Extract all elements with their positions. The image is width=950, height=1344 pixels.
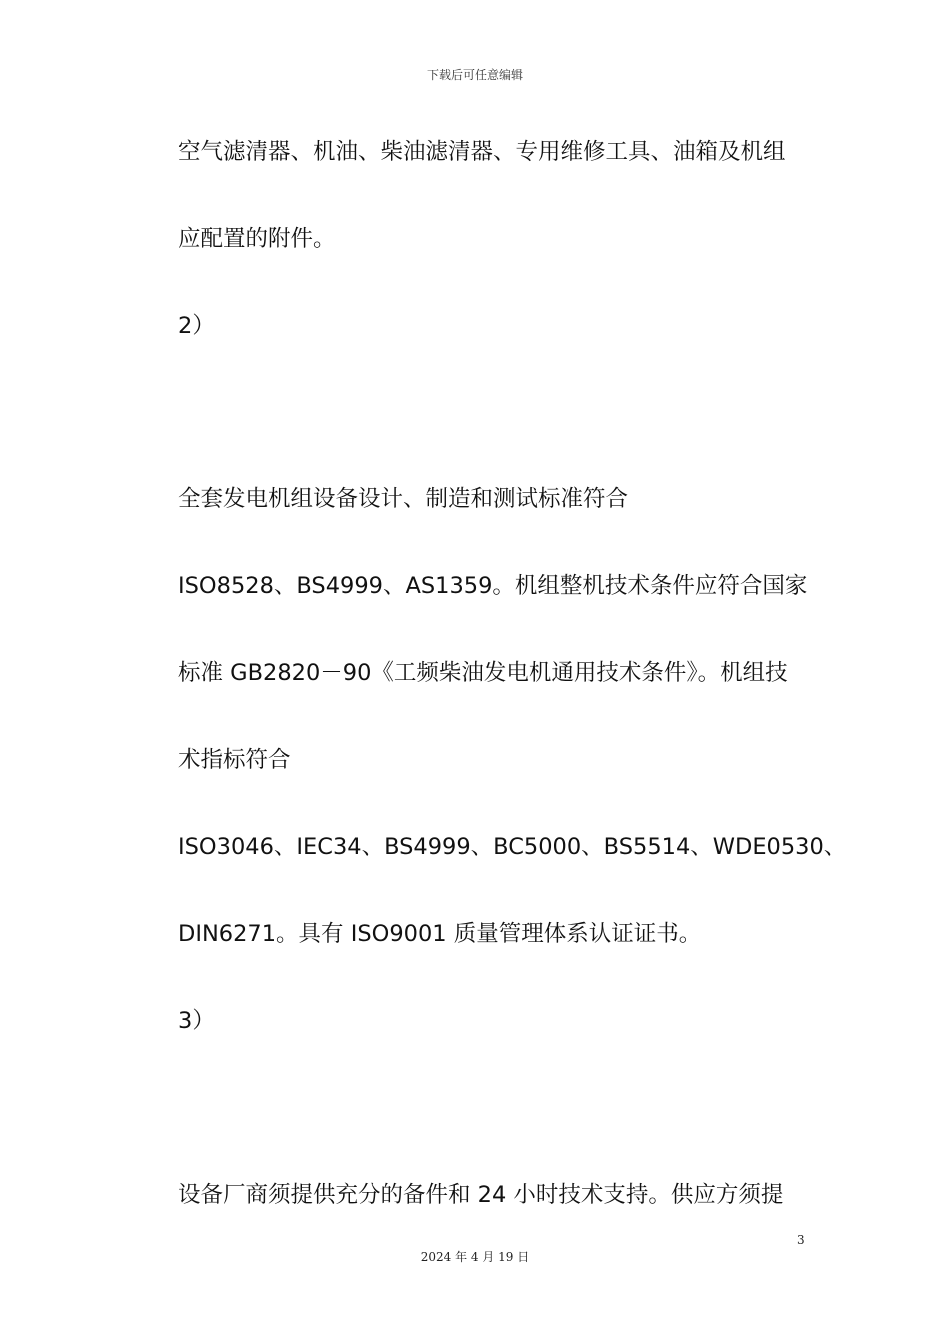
body-line-6: 术指标符合: [178, 747, 291, 773]
page-footer-date: 2024 年 4 月 19 日: [420, 1250, 530, 1264]
body-line-2: 应配置的附件。: [178, 226, 336, 252]
body-line-1: 空气滤清器、机油、柴油滤清器、专用维修工具、油箱及机组: [178, 139, 786, 165]
body-line-4: ISO8528、BS4999、AS1359。机组整机技术条件应符合国家: [178, 573, 808, 599]
body-line-5: 标准 GB2820－90《工频柴油发电机通用技术条件》。机组技: [178, 660, 788, 686]
body-line-8: DIN6271。具有 ISO9001 质量管理体系认证证书。: [178, 921, 702, 947]
body-line-7: ISO3046、IEC34、BS4999、BC5000、BS5514、WDE0530、: [178, 834, 847, 860]
body-line-3: 全套发电机组设备设计、制造和测试标准符合: [178, 486, 629, 512]
body-line-9: 设备厂商须提供充分的备件和 24 小时技术支持。供应方须提: [178, 1182, 784, 1208]
page-header: 下载后可任意编辑: [426, 68, 523, 82]
page-number: 3: [797, 1233, 805, 1247]
list-number-2: 2）: [178, 313, 215, 339]
list-number-3: 3）: [178, 1008, 215, 1034]
